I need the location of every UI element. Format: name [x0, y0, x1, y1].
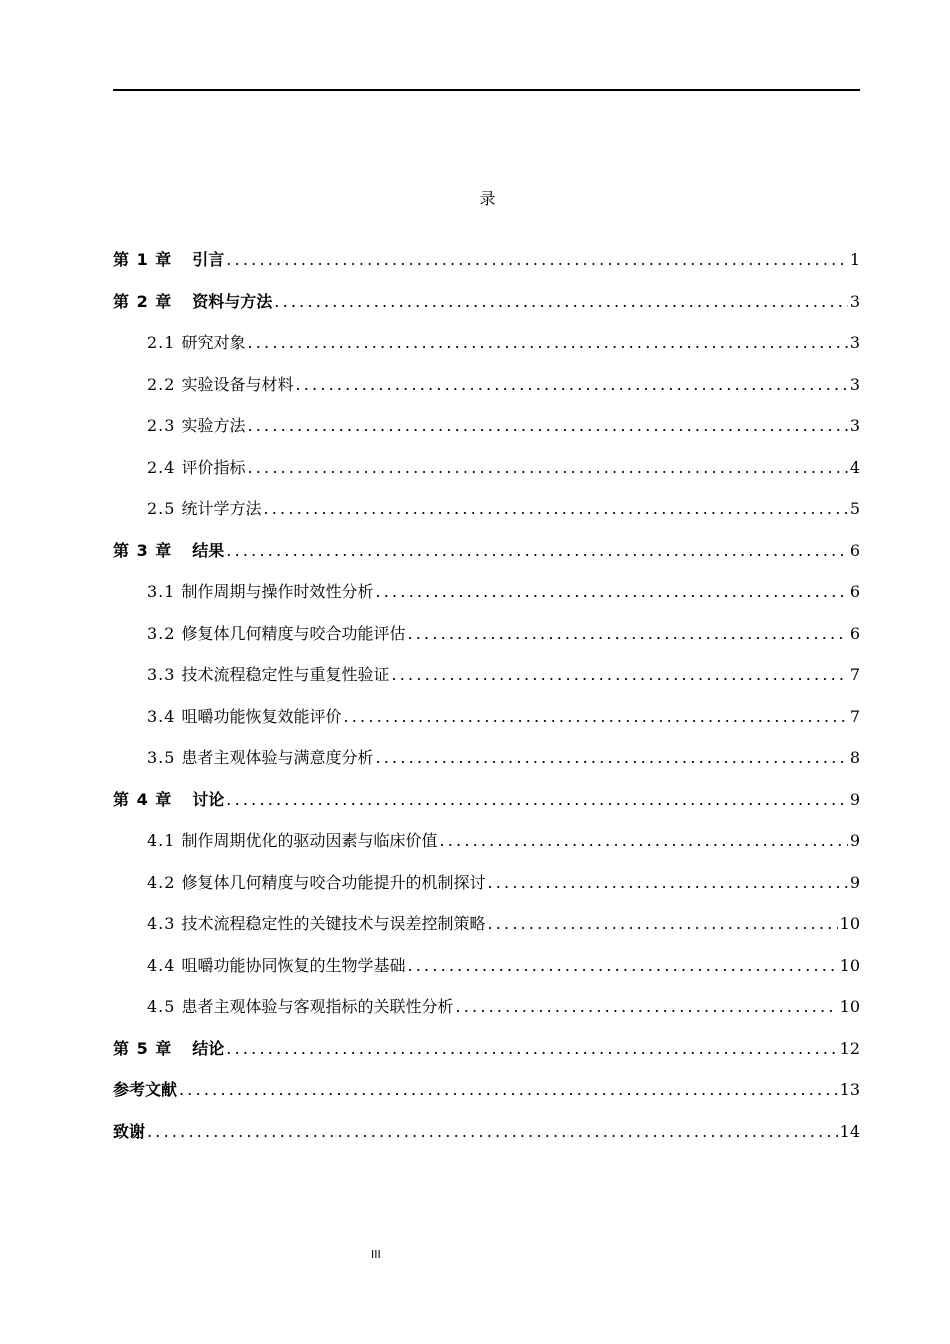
- toc-entry-number: 2.5: [147, 499, 176, 518]
- toc-entry[interactable]: [113, 703, 860, 745]
- toc-leader-dots: [147, 1118, 838, 1146]
- toc-entry[interactable]: [113, 827, 860, 869]
- toc-leader-dots: [455, 993, 837, 1021]
- toc-entry[interactable]: [113, 620, 860, 662]
- toc-entry-number: 3.5: [147, 748, 176, 767]
- toc-entry-text: 统计学方法: [181, 499, 262, 518]
- toc-entry-number: 4.1: [147, 831, 176, 850]
- toc-entry[interactable]: [113, 910, 860, 952]
- toc-entry-number: 2.1: [147, 333, 176, 352]
- toc-entry-page: 10: [839, 914, 860, 933]
- toc-entry[interactable]: [113, 952, 860, 994]
- toc-entry[interactable]: [113, 661, 860, 703]
- toc-title: 录: [479, 189, 496, 208]
- toc-entry-number: 第 1 章: [113, 250, 173, 269]
- toc-leader-dots: [487, 910, 837, 938]
- toc-entry[interactable]: [113, 412, 860, 454]
- toc-entry-text: 研究对象: [181, 333, 246, 352]
- toc-entry-number: 第 5 章: [113, 1038, 173, 1058]
- toc-entry-page: 3: [849, 291, 860, 311]
- toc-entry-text: 资料与方法: [192, 291, 273, 311]
- toc-entry[interactable]: [113, 786, 860, 828]
- toc-entry[interactable]: [113, 1076, 860, 1118]
- toc-entry-number: 2.2: [147, 374, 176, 394]
- toc-entry-page: 14: [839, 1121, 860, 1141]
- toc-entry-text: 患者主观体验与满意度分析: [181, 748, 374, 767]
- toc-entry[interactable]: [113, 371, 860, 413]
- toc-entry-page: 8: [849, 748, 860, 767]
- toc-entry-text: 参考文献: [113, 1080, 178, 1099]
- toc-leader-dots: [226, 786, 848, 814]
- toc-entry[interactable]: [113, 993, 860, 1035]
- toc-leader-dots: [375, 578, 847, 606]
- toc-entry-page: 6: [849, 540, 860, 560]
- toc-entry-text: 技术流程稳定性的关键技术与误差控制策略: [181, 914, 486, 933]
- toc-leader-dots: [407, 952, 837, 980]
- toc-entry-text: 评价指标: [181, 457, 246, 477]
- toc-leader-dots: [226, 1035, 837, 1063]
- toc-leader-dots: [263, 495, 847, 523]
- toc-entry-number: 4.5: [147, 997, 176, 1016]
- toc-leader-dots: [226, 537, 848, 565]
- toc-entry-number: 3.2: [147, 623, 176, 643]
- toc-entry-text: 结果: [192, 540, 225, 560]
- toc-entry-page: 1: [849, 250, 860, 269]
- toc-leader-dots: [391, 661, 847, 689]
- toc-entry-text: 制作周期与操作时效性分析: [181, 582, 374, 601]
- toc-entry-number: 3.3: [147, 665, 176, 684]
- toc-leader-dots: [247, 454, 847, 482]
- toc-entry-number: 3.1: [147, 582, 176, 601]
- toc-entry-text: 技术流程稳定性与重复性验证: [181, 665, 390, 684]
- toc-entry[interactable]: [113, 454, 860, 496]
- toc-entry[interactable]: [113, 1035, 860, 1077]
- toc-entry-text: 修复体几何精度与咬合功能评估: [181, 623, 406, 643]
- toc-entry[interactable]: [113, 744, 860, 786]
- toc-entry-text: 结论: [192, 1038, 225, 1058]
- toc-entry-page: 5: [849, 499, 860, 518]
- toc-leader-dots: [247, 329, 847, 357]
- toc-leader-dots: [179, 1076, 838, 1104]
- toc-entry[interactable]: [113, 537, 860, 579]
- toc-entry-page: 4: [849, 457, 860, 477]
- toc-entry-text: 患者主观体验与客观指标的关联性分析: [181, 997, 454, 1016]
- toc-leader-dots: [343, 703, 847, 731]
- table-of-contents: [113, 246, 860, 1159]
- page-number: III: [371, 1248, 381, 1261]
- toc-entry-page: 3: [849, 333, 860, 352]
- toc-entry-number: 4.2: [147, 872, 176, 892]
- toc-entry-text: 引言: [192, 250, 225, 269]
- toc-entry-page: 7: [849, 665, 860, 684]
- toc-entry[interactable]: [113, 578, 860, 620]
- toc-leader-dots: [274, 288, 848, 316]
- toc-entry-page: 7: [849, 706, 860, 726]
- toc-leader-dots: [295, 371, 847, 399]
- toc-entry-text: 讨论: [192, 789, 225, 809]
- toc-entry-number: 2.3: [147, 416, 176, 435]
- toc-entry-number: 第 3 章: [113, 540, 173, 560]
- toc-leader-dots: [247, 412, 847, 440]
- toc-entry-text: 咀嚼功能恢复效能评价: [181, 706, 342, 726]
- toc-entry[interactable]: [113, 1118, 860, 1160]
- toc-entry-page: 9: [849, 872, 860, 892]
- toc-entry-number: 第 2 章: [113, 291, 173, 311]
- toc-entry-page: 13: [839, 1080, 860, 1099]
- toc-leader-dots: [487, 869, 847, 897]
- toc-entry-page: 9: [849, 789, 860, 809]
- toc-entry-page: 10: [839, 997, 860, 1016]
- toc-leader-dots: [439, 827, 847, 855]
- toc-entry[interactable]: [113, 246, 860, 288]
- toc-entry-text: 实验设备与材料: [181, 374, 294, 394]
- toc-leader-dots: [375, 744, 847, 772]
- toc-entry-page: 3: [849, 374, 860, 394]
- toc-entry[interactable]: [113, 288, 860, 330]
- toc-entry-text: 咀嚼功能协同恢复的生物学基础: [181, 955, 406, 975]
- toc-leader-dots: [226, 246, 848, 274]
- toc-entry-page: 3: [849, 416, 860, 435]
- toc-entry-number: 3.4: [147, 706, 176, 726]
- toc-entry[interactable]: [113, 869, 860, 911]
- toc-entry-number: 4.4: [147, 955, 176, 975]
- toc-entry-number: 第 4 章: [113, 789, 173, 809]
- toc-entry-page: 12: [839, 1038, 860, 1058]
- header-rule: [113, 89, 860, 91]
- toc-entry-text: 致谢: [113, 1121, 146, 1141]
- toc-entry-text: 制作周期优化的驱动因素与临床价值: [181, 831, 438, 850]
- toc-entry-number: 4.3: [147, 914, 176, 933]
- toc-entry-text: 修复体几何精度与咬合功能提升的机制探讨: [181, 872, 486, 892]
- toc-entry-text: 实验方法: [181, 416, 246, 435]
- toc-entry-number: 2.4: [147, 457, 176, 477]
- toc-entry-page: 9: [849, 831, 860, 850]
- toc-leader-dots: [407, 620, 847, 648]
- toc-entry-page: 6: [849, 582, 860, 601]
- toc-entry[interactable]: [113, 329, 860, 371]
- toc-entry-page: 10: [839, 955, 860, 975]
- toc-entry-page: 6: [849, 623, 860, 643]
- toc-entry[interactable]: [113, 495, 860, 537]
